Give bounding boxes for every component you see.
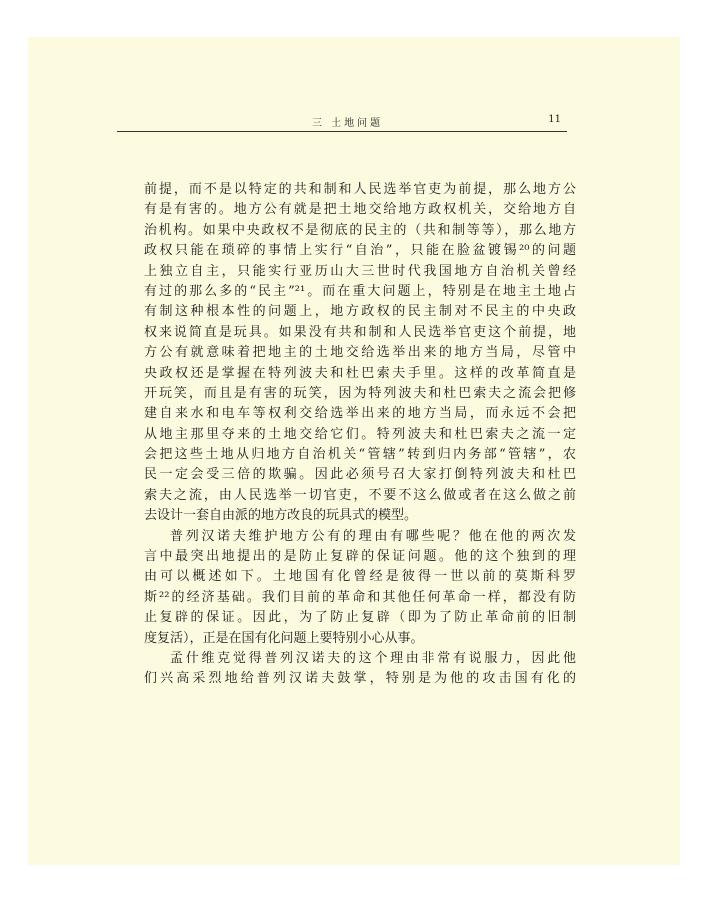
text-line: 治机构。如果中央政权不是彻底的民主的（共和制等等），那么地方 — [144, 222, 576, 238]
running-header — [117, 113, 567, 129]
text-line: 斯²²的经济基础。我们目前的革命和其他任何革命一样，都没有防 — [144, 589, 576, 605]
body-text — [144, 180, 576, 690]
text-line: 上独立自主，只能实行亚历山大三世时代我国地方自治机关曾经 — [144, 263, 576, 279]
text-line: 去设计一套自由派的地方改良的玩具式的模型。 — [144, 508, 418, 524]
text-line: 索夫之流，由人民选举一切官吏，不要不这么做或者在这么做之前 — [144, 487, 576, 503]
text-line: 有制这种根本性的问题上，地方政权的民主制对不民主的中央政 — [144, 304, 576, 320]
text-line: 民一定会受三倍的欺骗。因此必须号召大家打倒特列波夫和杜巴 — [144, 467, 576, 483]
page-number: 11 — [548, 114, 561, 125]
text-line: 央政权还是掌握在特列波夫和杜巴索夫手里。这样的改革简直是 — [144, 365, 576, 381]
text-line: 会把这些土地从归地方自治机关“管辖”转到归内务部“管辖”，农 — [144, 447, 576, 463]
paragraph-start-line: 孟什维克觉得普列汉诺夫的这个理由非常有说服力，因此他 — [170, 650, 576, 666]
text-line: 言中最突出地提出的是防止复辟的保证问题。他的这个独到的理 — [144, 549, 576, 565]
text-line: 由可以概述如下。土地国有化曾经是彼得一世以前的莫斯科罗 — [144, 569, 576, 585]
paragraph-start-line: 普列汉诺夫维护地方公有的理由有哪些呢？他在他的两次发 — [170, 528, 576, 544]
text-line: 方公有就意味着把地主的土地交给选举出来的地方当局，尽管中 — [144, 345, 576, 361]
text-line: 们兴高采烈地给普列汉诺夫鼓掌，特别是为他的攻击国有化的 — [144, 671, 576, 687]
text-line: 建自来水和电车等权利交给选举出来的地方当局，而永远不会把 — [144, 406, 576, 422]
text-line: 政权只能在琐碎的事情上实行“自治”，只能在脸盆镀锡²⁰的问题 — [144, 243, 576, 259]
header-rule — [117, 131, 567, 132]
text-line: 开玩笑，而且是有害的玩笑，因为特列波夫和杜巴索夫之流会把修 — [144, 385, 576, 401]
text-line: 止复辟的保证。因此，为了防止复辟（即为了防止革命前的旧制 — [144, 610, 576, 626]
text-line: 度复活），正是在国有化问题上要特别小心从事。 — [144, 630, 424, 646]
text-line: 权来说简直是玩具。如果没有共和制和人民选举官吏这个前提，地 — [144, 324, 576, 340]
text-line: 有过的那么多的“民主”²¹。而在重大问题上，特别是在地主土地占 — [144, 283, 576, 299]
text-line: 前提，而不是以特定的共和制和人民选举官吏为前提，那么地方公 — [144, 182, 576, 197]
text-line: 从地主那里夺来的土地交给它们。特列波夫和杜巴索夫之流一定 — [144, 426, 576, 442]
text-line: 有是有害的。地方公有就是把土地交给地方政权机关，交给地方自 — [144, 202, 576, 218]
section-title: 三 土地问题 — [312, 118, 384, 129]
